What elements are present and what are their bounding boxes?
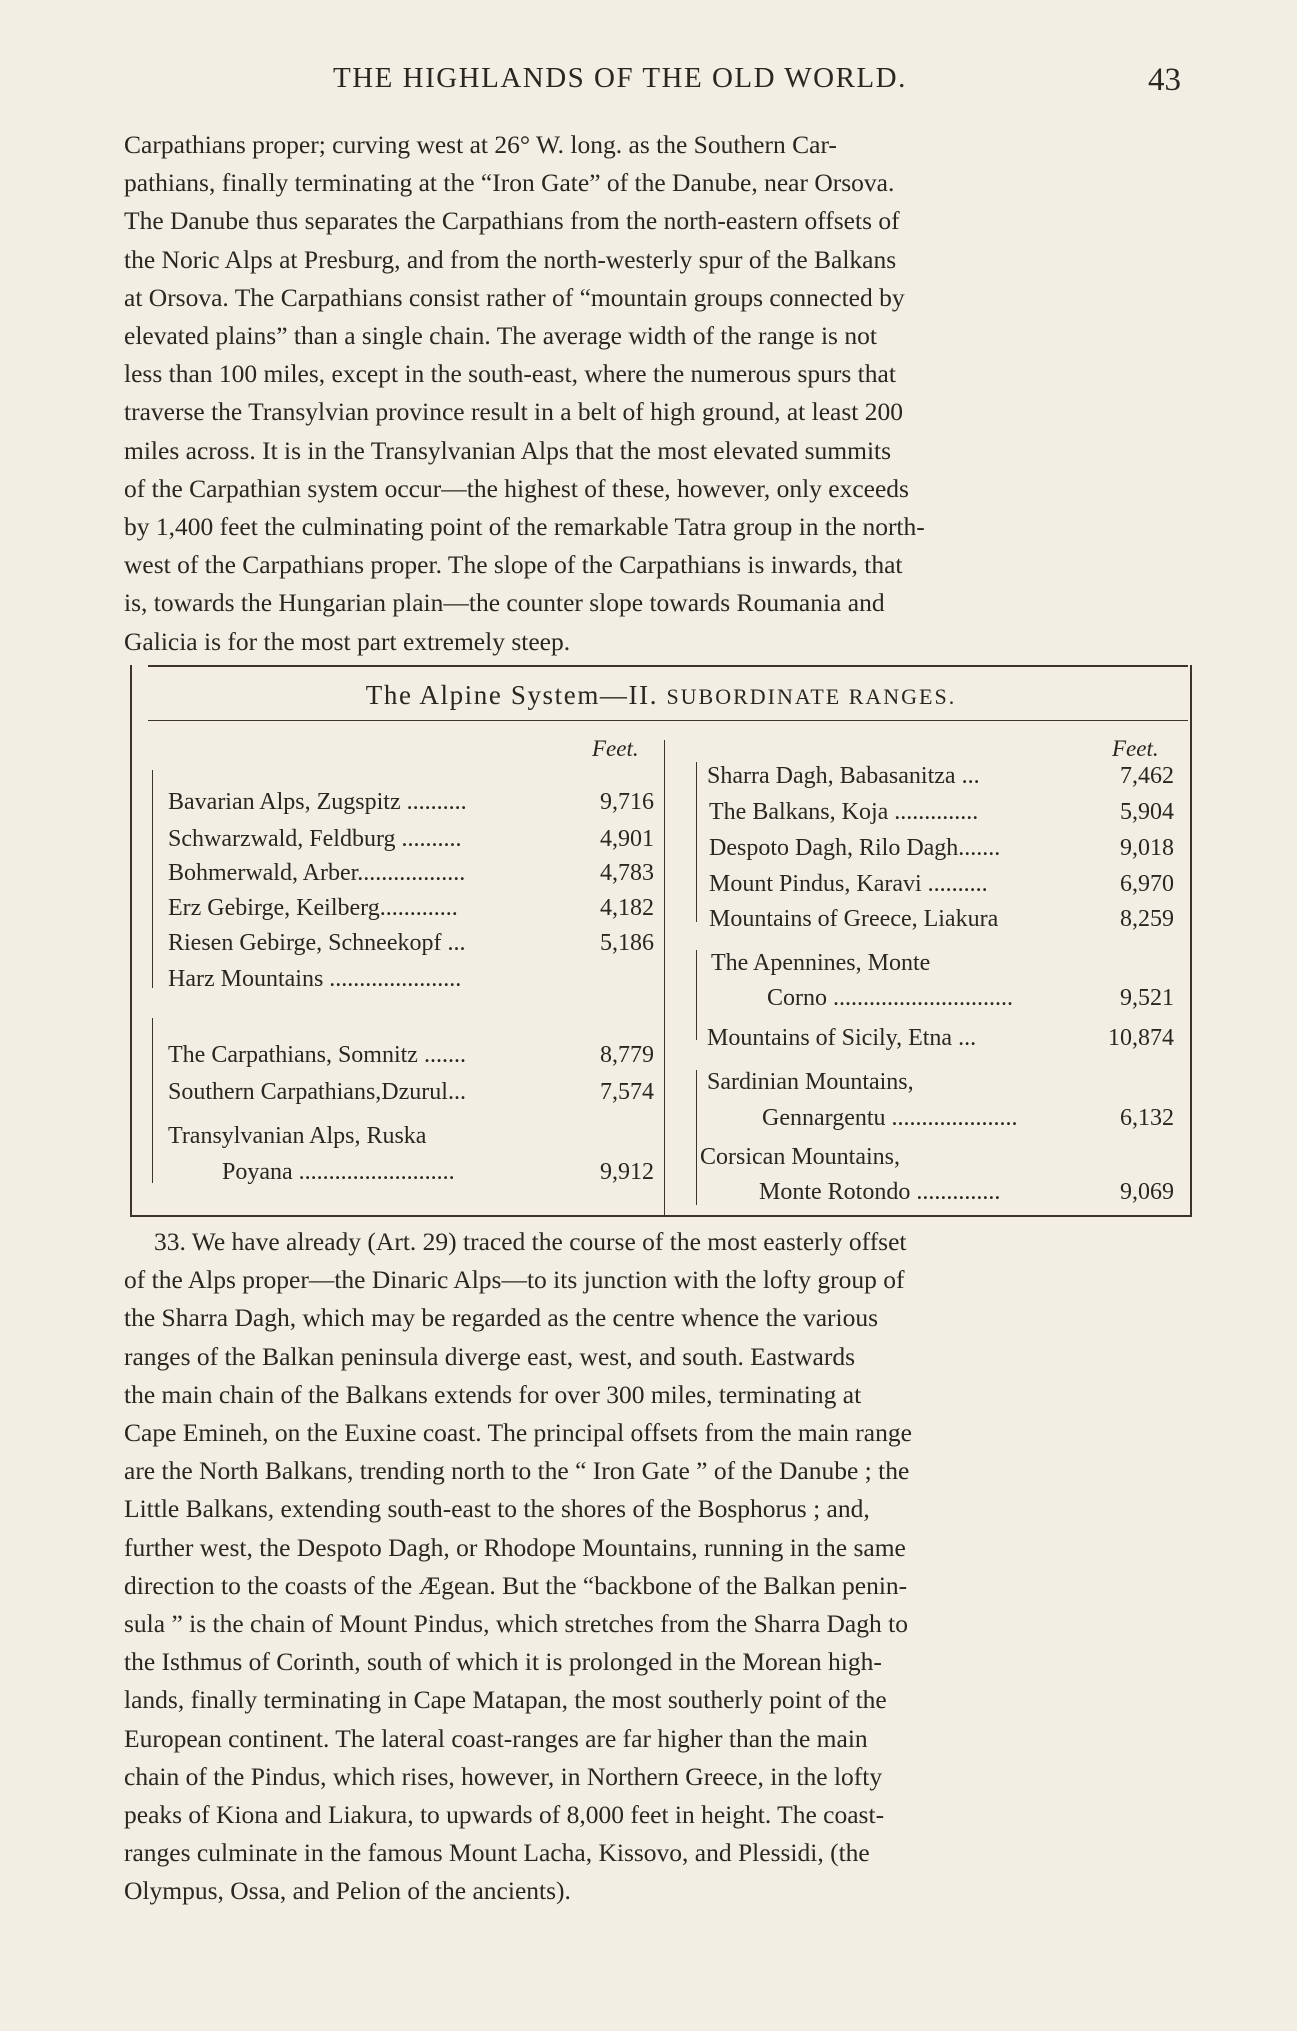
paragraph-2 <box>124 1223 1234 1911</box>
table-row <box>707 761 1174 791</box>
height-value: 5,904 <box>1120 799 1174 825</box>
height-value: 9,069 <box>1120 1179 1174 1205</box>
range-name: Poyana .......................... <box>222 1159 455 1185</box>
paragraph-line: the main chain of the Balkans extends for over 300 miles, terminating at <box>124 1379 862 1409</box>
paragraph-line: Little Balkans, extending south-east to the shores of the Bosphorus ; and, <box>124 1494 870 1524</box>
height-value: 4,783 <box>600 860 654 886</box>
table-row <box>222 1157 654 1187</box>
unit-header-left: Feet. <box>592 736 639 761</box>
running-title: THE HIGHLANDS OF THE OLD WORLD. <box>333 62 907 94</box>
paragraph-line: by 1,400 feet the culminating point of the remarkable Tatra group in the north- <box>124 512 925 542</box>
height-value: 9,521 <box>1120 985 1174 1011</box>
range-name: Despoto Dagh, Rilo Dagh....... <box>709 835 1001 861</box>
table-row <box>168 1077 654 1107</box>
table-right-rule <box>1190 665 1192 1217</box>
paragraph-line: Carpathians proper; curving west at 26° W. long. as the Southern Car- <box>124 130 837 159</box>
table-row <box>168 787 654 817</box>
height-value: 4,901 <box>600 826 654 852</box>
height-value: 6,132 <box>1120 1105 1174 1131</box>
table-top-rule <box>148 665 1188 667</box>
table-row <box>709 869 1174 899</box>
paragraph-line: chain of the Pindus, which rises, however, in Northern Greece, in the lofty <box>124 1761 883 1791</box>
table-row <box>707 1023 1174 1053</box>
paragraph-1 <box>124 126 1197 661</box>
height-value: 9,018 <box>1120 835 1174 861</box>
height-value: 5,186 <box>600 930 654 956</box>
range-name: Sardinian Mountains, <box>707 1069 914 1095</box>
table-row <box>767 983 1174 1013</box>
height-value: 4,182 <box>600 895 654 921</box>
paragraph-line: miles across. It is in the Transylvanian Alps that the most elevated summits <box>124 435 892 465</box>
table-title <box>130 680 1192 711</box>
table-row <box>168 928 654 958</box>
brace-left-group-2 <box>152 1018 153 1183</box>
height-value: 8,259 <box>1120 906 1174 932</box>
height-value: 8,779 <box>600 1042 654 1068</box>
range-name: Riesen Gebirge, Schneekopf ... <box>168 930 466 956</box>
range-name: Bavarian Alps, Zugspitz .......... <box>168 789 467 815</box>
range-name: Mount Pindus, Karavi .......... <box>709 871 988 897</box>
range-name: Harz Mountains ...................... <box>168 966 462 992</box>
paragraph-line: The Danube thus separates the Carpathians from the north-eastern offsets of <box>124 206 900 236</box>
paragraph-line: 33. We have already (Art. 29) traced the course of the most easterly offset <box>154 1227 907 1256</box>
table-row <box>168 1121 654 1151</box>
height-value: 9,716 <box>600 789 654 815</box>
paragraph-line: of the Carpathian system occur—the highest of these, however, only exceeds <box>124 473 909 503</box>
paragraph-line: peaks of Kiona and Liakura, to upwards of 8,000 feet in height. The coast- <box>124 1800 885 1830</box>
paragraph-line: the Noric Alps at Presburg, and from the north-westerly spur of the Balkans <box>124 244 897 274</box>
page-number: 43 <box>1148 62 1181 98</box>
paragraph-line: west of the Carpathians proper. The slope of the Carpathians is inwards, that <box>124 550 903 580</box>
range-name: Erz Gebirge, Keilberg............. <box>168 895 458 921</box>
paragraph-line: of the Alps proper—the Dinaric Alps—to its junction with the lofty group of <box>124 1265 905 1295</box>
paragraph-line: Galicia is for the most part extremely steep. <box>124 626 571 656</box>
table-row <box>168 824 654 854</box>
table-row <box>709 833 1174 863</box>
paragraph-line: at Orsova. The Carpathians consist rather of “mountain groups connected by <box>124 282 905 312</box>
table-header-rule <box>148 720 1188 721</box>
brace-left-group-1 <box>152 770 153 988</box>
table-row <box>168 964 654 994</box>
paragraph-line: direction to the coasts of the Ægean. But the “backbone of the Balkan penin- <box>124 1570 908 1600</box>
paragraph-line: ranges of the Balkan peninsula diverge east, west, and south. Eastwards <box>124 1341 856 1371</box>
height-value: 9,912 <box>600 1159 654 1185</box>
height-value: 7,574 <box>600 1079 654 1105</box>
paragraph-line: less than 100 miles, except in the south-east, where the numerous spurs that <box>124 359 896 389</box>
brace-right-group-2 <box>696 950 697 1040</box>
paragraph-line: the Isthmus of Corinth, south of which it is prolonged in the Morean high- <box>124 1647 882 1677</box>
range-name: The Balkans, Koja .............. <box>709 799 979 825</box>
range-name: Gennargentu ..................... <box>762 1105 1018 1131</box>
range-name: Mountains of Greece, Liakura <box>709 906 999 932</box>
range-name: Corsican Mountains, <box>700 1144 900 1170</box>
height-value: 10,874 <box>1108 1025 1174 1051</box>
range-name: Corno .............................. <box>767 985 1013 1011</box>
table-row <box>711 948 1174 978</box>
table-row <box>700 1142 1174 1172</box>
paragraph-line: European continent. The lateral coast-ranges are far higher than the main <box>124 1723 868 1753</box>
table-row <box>168 858 654 888</box>
paragraph-line: Cape Emineh, on the Euxine coast. The principal offsets from the main range <box>124 1418 912 1448</box>
table-row <box>709 797 1174 827</box>
table-title-suffix: SUBORDINATE RANGES. <box>666 684 957 709</box>
paragraph-line: ranges culminate in the famous Mount Lacha, Kissovo, and Plessidi, (the <box>124 1838 870 1868</box>
range-name: Bohmerwald, Arber.................. <box>168 860 466 886</box>
paragraph-line: lands, finally terminating in Cape Matapan, the most southerly point of the <box>124 1685 887 1715</box>
table-row <box>709 904 1174 934</box>
paragraph-line: elevated plains” than a single chain. The average width of the range is not <box>124 321 877 351</box>
brace-right-group-3 <box>696 1070 697 1205</box>
paragraph-line: Olympus, Ossa, and Pelion of the ancients). <box>124 1876 571 1906</box>
table-column-rule <box>664 740 665 1215</box>
range-name: Mountains of Sicily, Etna ... <box>707 1025 977 1051</box>
table-row <box>707 1067 1174 1097</box>
paragraph-line: sula ” is the chain of Mount Pindus, which stretches from the Sharra Dagh to <box>124 1609 908 1639</box>
paragraph-line: pathians, finally terminating at the “Iron Gate” of the Danube, near Orsova. <box>124 168 895 198</box>
paragraph-line: further west, the Despoto Dagh, or Rhodope Mountains, running in the same <box>124 1532 906 1562</box>
running-head <box>0 62 1297 106</box>
height-value: 6,970 <box>1120 871 1174 897</box>
table-row <box>762 1103 1174 1133</box>
range-name: The Apennines, Monte <box>711 950 931 976</box>
range-name: Sharra Dagh, Babasanitza ... <box>707 763 980 789</box>
paragraph-line: the Sharra Dagh, which may be regarded as the centre whence the various <box>124 1303 879 1333</box>
range-name: Transylvanian Alps, Ruska <box>168 1123 427 1149</box>
unit-header-right: Feet. <box>1112 736 1159 761</box>
range-name: The Carpathians, Somnitz ....... <box>168 1042 466 1068</box>
table-row <box>168 893 654 923</box>
brace-right-group-1 <box>696 762 697 922</box>
table-bottom-rule <box>130 1215 1192 1217</box>
range-name: Schwarzwald, Feldburg .......... <box>168 826 462 852</box>
table-title-prefix: The Alpine System—II. <box>365 680 659 710</box>
paragraph-line: traverse the Transylvian province result in a belt of high ground, at least 200 <box>124 397 903 427</box>
table-row <box>168 1040 654 1070</box>
paragraph-line: is, towards the Hungarian plain—the counter slope towards Roumania and <box>124 588 885 618</box>
range-name: Monte Rotondo .............. <box>759 1179 1001 1205</box>
height-value: 7,462 <box>1120 763 1174 789</box>
range-name: Southern Carpathians,Dzurul... <box>168 1079 466 1105</box>
table-left-rule <box>130 665 132 1217</box>
table-row <box>759 1177 1174 1207</box>
paragraph-line: are the North Balkans, trending north to the “ Iron Gate ” of the Danube ; the <box>124 1456 910 1486</box>
